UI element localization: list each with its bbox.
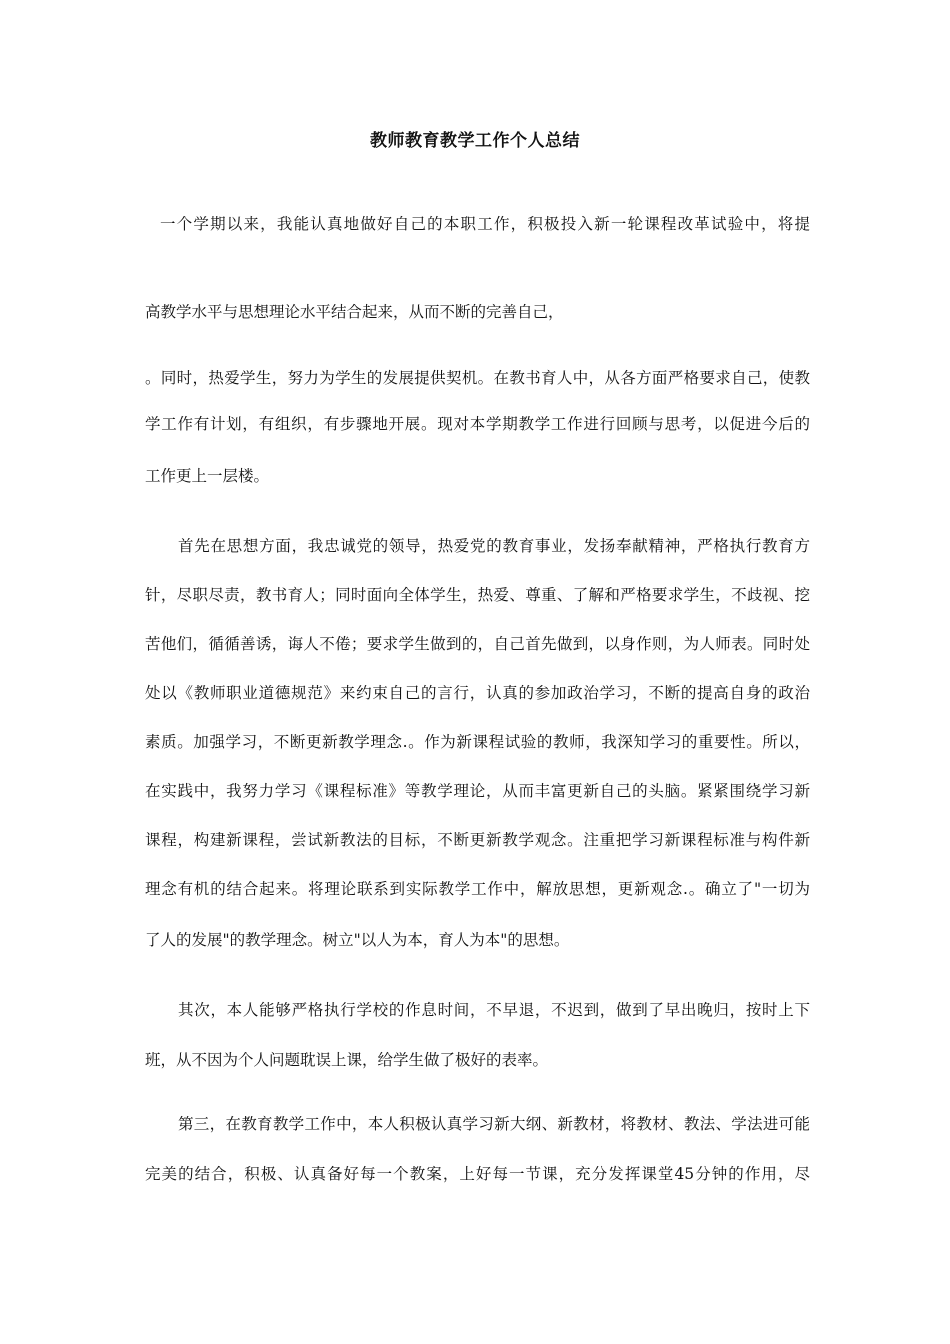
paragraph-line: 了人的发展"的教学理念。树立"以人为本，育人为本"的思想。	[145, 931, 570, 949]
paragraph-line: 学工作有计划，有组织，有步骤地开展。现对本学期教学工作进行回顾与思考，以促进今后的	[145, 415, 810, 433]
paragraph-line: 第三，在教育教学工作中，本人积极认真学习新大纲、新教材，将教材、教法、学法进可能	[178, 1115, 810, 1133]
paragraph-line: 针，尽职尽责，教书育人；同时面向全体学生，热爱、尊重、了解和严格要求学生，不歧视、挖	[145, 586, 810, 604]
paragraph-line: 课程，构建新课程，尝试新教法的目标，不断更新教学观念。注重把学习新课程标准与构件新	[145, 831, 810, 849]
paragraph-line: 首先在思想方面，我忠诚党的领导，热爱党的教育事业，发扬奉献精神，严格执行教育方	[178, 537, 810, 555]
document-title: 教师教育教学工作个人总结	[370, 131, 580, 151]
paragraph-line: 苦他们，循循善诱，诲人不倦；要求学生做到的，自己首先做到，以身作则，为人师表。同时处	[145, 635, 810, 653]
paragraph-line: 理念有机的结合起来。将理论联系到实际教学工作中，解放思想，更新观念.。确立了"一切为	[145, 880, 810, 898]
paragraph-line: 在实践中，我努力学习《课程标准》等教学理论，从而丰富更新自己的头脑。紧紧围绕学习新	[145, 782, 810, 800]
paragraph-line: 一个学期以来，我能认真地做好自己的本职工作，积极投入新一轮课程改革试验中，将提	[160, 215, 810, 233]
paragraph-line: 其次，本人能够严格执行学校的作息时间，不早退，不迟到，做到了早出晚归，按时上下	[178, 1001, 810, 1019]
paragraph-line: 素质。加强学习，不断更新教学理念.。作为新课程试验的教师，我深知学习的重要性。所以，	[145, 733, 810, 751]
paragraph-line: 处以《教师职业道德规范》来约束自己的言行，认真的参加政治学习，不断的提高自身的政治	[145, 684, 810, 702]
paragraph-line: 高教学水平与思想理论水平结合起来，从而不断的完善自己，	[145, 303, 564, 321]
paragraph-line: 完美的结合，积极、认真备好每一个教案，上好每一节课，充分发挥课堂45分钟的作用，尽	[145, 1165, 810, 1183]
paragraph-line: 工作更上一层楼。	[145, 467, 270, 485]
paragraph-line: 。同时，热爱学生，努力为学生的发展提供契机。在教书育人中，从各方面严格要求自己，使教	[145, 369, 810, 387]
paragraph-line: 班，从不因为个人问题耽误上课，给学生做了极好的表率。	[145, 1051, 549, 1069]
